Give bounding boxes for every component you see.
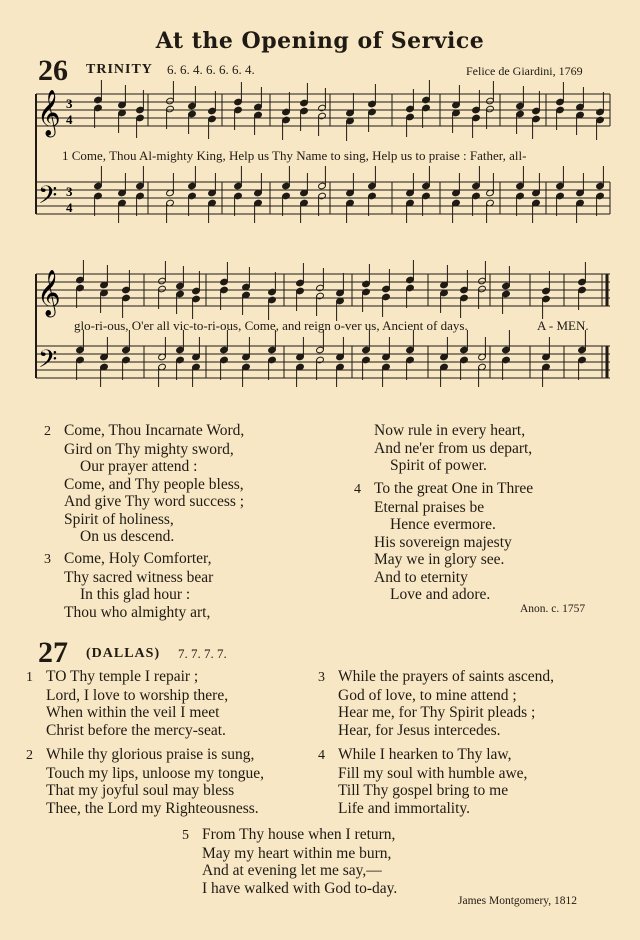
hymn-27-verse-2: 2 While thy glorious praise is sung, Touch my lips, unloose my tongue, That my joyful soul may bless Thee, the Lord my Righteousness. <box>26 746 265 817</box>
music-system-2 <box>30 262 612 412</box>
bass-clef-icon: 𝄢 <box>38 345 58 380</box>
hymn-27-tune: (DALLAS) <box>86 646 161 661</box>
hymn-27-credit: James Montgomery, 1812 <box>458 895 578 907</box>
svg-text:3: 3 <box>66 96 73 111</box>
lyric-line-2: glo-ri-ous, O'er all vic-to-ri-ous, Come, and reign o-ver us, Ancient of days. <box>74 318 468 333</box>
hymn-26-tune: TRINITY <box>86 62 153 77</box>
hymn-26-verse-4: 4 To the great One in Three Eternal praises be Hence evermore. His sovereign majesty May we in glory see. And to eternity Love and adore. <box>354 480 534 603</box>
treble-clef-icon: 𝄞 <box>37 90 61 136</box>
svg-text:3: 3 <box>66 184 73 199</box>
hymn-27-verse-3: 3 While the prayers of saints ascend, God of love, to mine attend ; Hear me, for Thy Spirit pleads ; Hear, for Jesus intercedes. <box>318 668 555 739</box>
hymn-26-verse-2: 2 Come, Thou Incarnate Word, Gird on Thy mighty sword, Our prayer attend : Come, and Thy people bless, And give Thy word success ; Spirit of holiness, On us descend. <box>44 422 245 545</box>
hymn-27-verse-4: 4 While I hearken to Thy law, Fill my soul with humble awe, Till Thy gospel bring to me Life and immortality. <box>318 746 528 817</box>
amen-lyric: A - MEN. <box>537 318 589 333</box>
hymn-26-number: 26 <box>38 54 68 87</box>
hymn-27-verse-5: 5 From Thy house when I return, May my heart within me burn, And at evening let me say,— I have walked with God to-day. <box>182 826 398 897</box>
svg-text:4: 4 <box>66 200 73 215</box>
section-title: At the Opening of Service <box>155 28 485 54</box>
lyric-line-1: 1 Come, Thou Al-mighty King, Help us Thy Name to sing, Help us to praise : Father, all- <box>62 148 527 163</box>
hymn-26-verse-3-continued: Now rule in every heart, And ne'er from us depart, Spirit of power. <box>374 422 533 474</box>
bass-clef-icon: 𝄢 <box>38 181 58 216</box>
hymn-27-meter: 7. 7. 7. 7. <box>178 646 227 661</box>
hymn-27-verse-1: 1 TO Thy temple I repair ; Lord, I love to worship there, When within the veil I meet Christ before the mercy-seat. <box>26 668 229 739</box>
hymn-26-verse-3: 3 Come, Holy Comforter, Thy sacred witness bear In this glad hour : Thou who almighty art, <box>44 550 214 621</box>
music-system-1 <box>30 82 612 252</box>
treble-clef-icon: 𝄞 <box>37 270 61 316</box>
hymn-26-meter: 6. 6. 4. 6. 6. 6. 4. <box>167 62 255 77</box>
hymn-27-number: 27 <box>38 636 68 669</box>
svg-text:4: 4 <box>66 112 73 127</box>
hymn-26-composer: Felice de Giardini, 1769 <box>466 64 583 78</box>
hymn-26-credit: Anon. c. 1757 <box>520 603 586 615</box>
